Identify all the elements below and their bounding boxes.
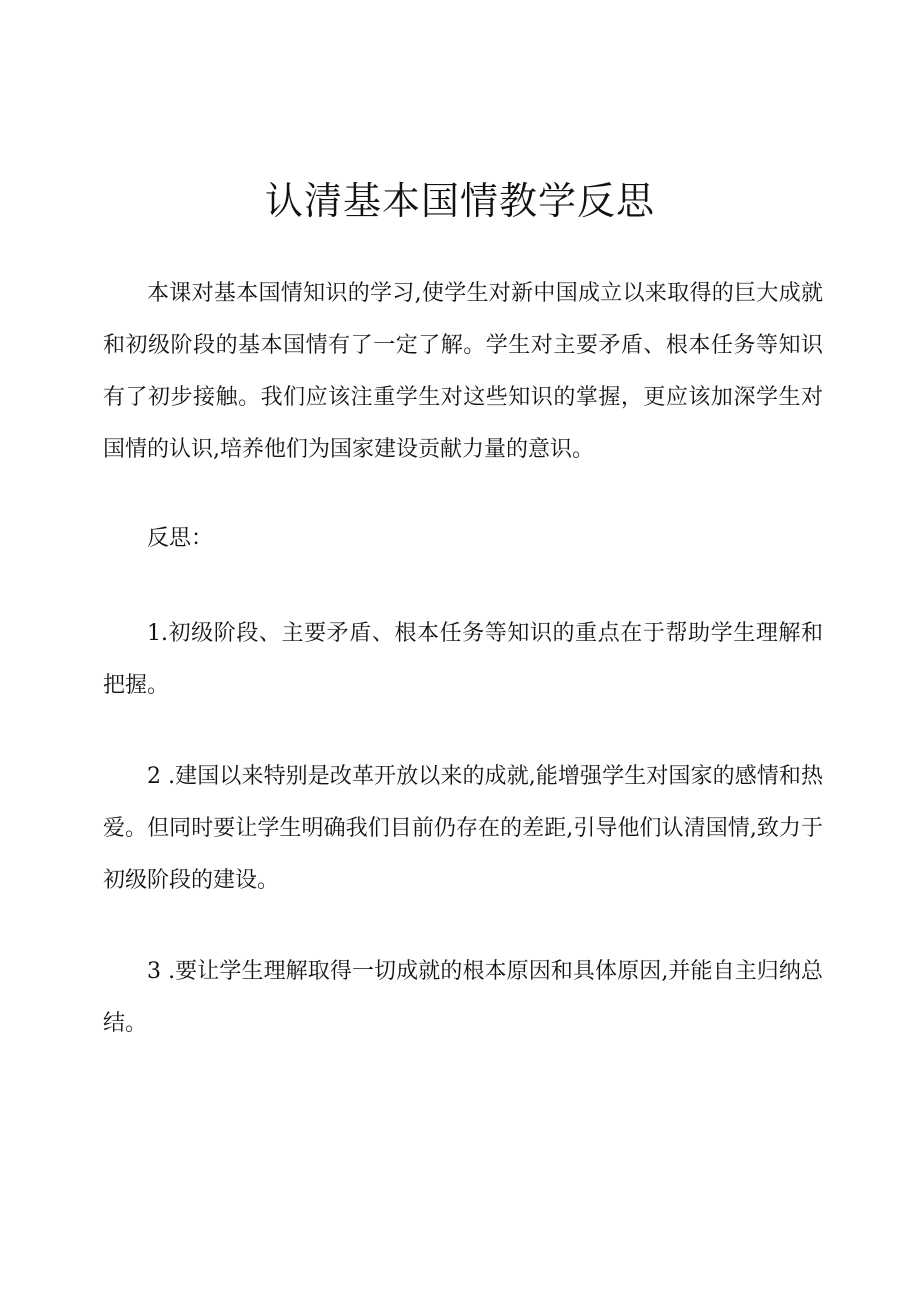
reflection-heading: 反思： (147, 526, 214, 551)
reflection-item-3: 3 .要让学生理解取得一切成就的根本原因和具体原因,并能自主归纳总结。 (103, 959, 823, 1036)
document-title: 认清基本国情教学反思 (264, 179, 655, 223)
intro-paragraph: 本课对基本国情知识的学习,使学生对新中国成立以来取得的巨大成就和初级阶段的基本国情有了一定了解。学生对主要矛盾、根本任务等知识有了初步接触。我们应该注重学生对这些知识的掌握，更应该加深学生对国情的认识,培养他们为国家建设贡献力量的意识。 (103, 281, 823, 462)
reflection-item-2: 2 .建国以来特别是改革开放以来的成就,能增强学生对国家的感情和热爱。但同时要让学生明确我们目前仍存在的差距,引导他们认清国情,致力于初级阶段的建设。 (103, 764, 823, 893)
reflection-item-1: 1.初级阶段、主要矛盾、根本任务等知识的重点在于帮助学生理解和把握。 (103, 621, 823, 698)
